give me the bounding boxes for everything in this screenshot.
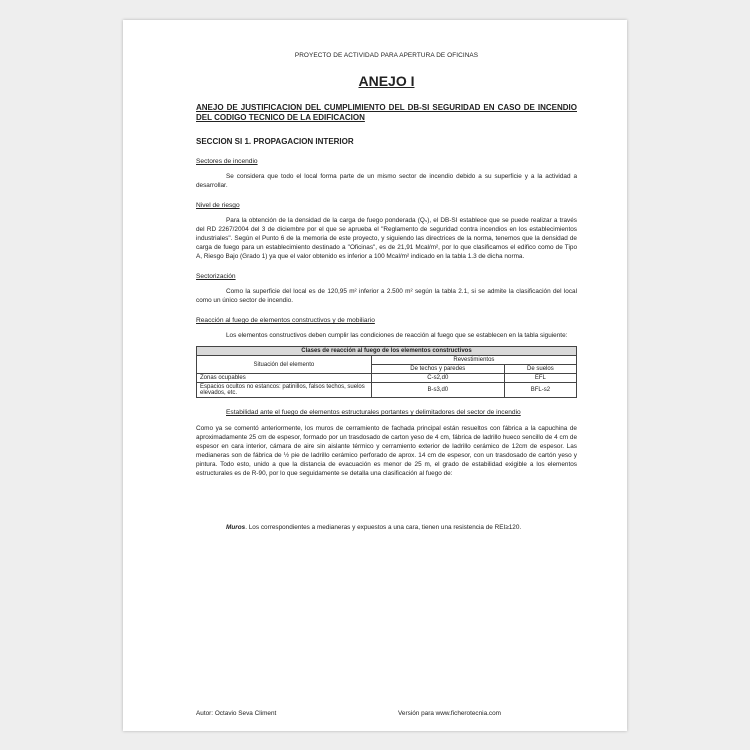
- reaccion-text: Los elementos constructivos deben cumplir las condiciones de reacción al fuego que se establecen en la tabla siguiente:: [226, 332, 568, 339]
- sectorizacion-text: Como la superficie del local es de 120,95 m² inferior a 2.500 m² según la tabla 2.1, si se admite la clasificación del local como un único sector de incendio.: [196, 288, 577, 304]
- footer-author: Autor: Octavio Seva Climent: [196, 710, 277, 717]
- row-suelos: BFL-s2: [504, 383, 576, 398]
- col-situacion: Situación del elemento: [197, 356, 372, 374]
- row-situacion: Zonas ocupables: [197, 374, 372, 383]
- nivel-text: Para la obtención de la densidad de la carga de fuego ponderada (Qₛ), el DB-SI establece que se puede realizar a través del RD 2267/2004 del 3 de diciembre por el que se aprueba el "Reglamento de seguridad contra incendios en los establecimientos industriales". Según el Punto 6 de la memoria de este proyecto, y siguiendo las directrices de la norma, tenemos que la densidad de carga de fuego para un establecimiento destinado a "Oficinas", es de 21,91 Mcal/m², por lo que clasificamos el edifico como de Tipo A, Riesgo Bajo (Grado 1) ya que el valor obtenido es inferior a 100 Mcal/m² indicado en la tabla 1.3 de dicha norma.: [196, 217, 577, 260]
- table-row: [197, 383, 577, 398]
- page-content: [196, 52, 577, 733]
- document-page: [123, 20, 627, 731]
- muros-label: Muros: [226, 524, 246, 531]
- row-suelos: EFL: [504, 374, 576, 383]
- footer-version: Versión para www.ficherotecnia.com: [398, 710, 502, 717]
- row-techos: B-s3,d0: [371, 383, 504, 398]
- row-situacion: Espacios ocultos no estancos: patinillos, falsos techos, suelos elevados, etc.: [197, 383, 372, 398]
- section-title: SECCION SI 1. PROPAGACION INTERIOR: [196, 137, 354, 146]
- table-row: [197, 374, 577, 383]
- project-header: PROYECTO DE ACTIVIDAD PARA APERTURA DE OFICINAS: [294, 52, 479, 59]
- col-revestimientos: Revestimientos: [371, 356, 576, 365]
- row-techos: C-s2,d0: [371, 374, 504, 383]
- col-suelos: De suelos: [504, 365, 576, 374]
- anejo-subtitle: ANEJO DE JUSTIFICACION DEL CUMPLIMIENTO DEL DB-SI SEGURIDAD EN CASO DE INCENDIO DEL CODIGO TECNICO DE LA EDIFICACION: [196, 103, 577, 122]
- muros-paragraph: [196, 524, 577, 531]
- estabilidad-heading: Estabilidad ante el fuego de elementos estructurales portantes y delimitadores del sector de incendio: [226, 409, 521, 416]
- anejo-title: ANEJO I: [358, 73, 415, 89]
- fire-reaction-table: [196, 346, 577, 398]
- muros-text: . Los correspondientes a medianeras y expuestos a una cara, tienen una resistencia de REI≥120.: [245, 524, 522, 531]
- col-techos: De techos y paredes: [371, 365, 504, 374]
- sectores-heading: Sectores de incendio: [196, 158, 258, 165]
- sectores-text: Se considera que todo el local forma parte de un mismo sector de incendio debido a su superficie y a la actividad a desarrollar.: [196, 173, 577, 189]
- estabilidad-text: Como ya se comentó anteriormente, los muros de cerramiento de fachada principal están resueltos con fábrica a la capuchina de aproximadamente 25 cm de espesor, formado por un trasdosado de carton yeso de 4 cm, fábrica de ladrillo hueco sencillo de 4 cm de espesor en cara interior, cámara de aire sin aislante térmico y cerramiento exterior de ladrillo cerámico de 12cm de espesor. Las medianeras son de fábrica de ½ pie de ladrillo cerámico perforado de aprox. 14 cm de espesor, con un trasdosado de cartón yeso y pintura. Todo esto, unido a que la distancia de evacuación es menor de 25 m, el grado de estabilidad exigible a los elementos estructurales es de R-90, por lo que seguidamente se detalla una clasificación al fuego de:: [196, 425, 577, 477]
- reaccion-heading: Reacción al fuego de elementos constructivos y de mobiliario: [196, 317, 375, 324]
- sectorizacion-heading: Sectorización: [196, 273, 236, 280]
- table-caption: Clases de reacción al fuego de los elementos constructivos: [197, 347, 577, 356]
- nivel-heading: Nivel de riesgo: [196, 202, 240, 209]
